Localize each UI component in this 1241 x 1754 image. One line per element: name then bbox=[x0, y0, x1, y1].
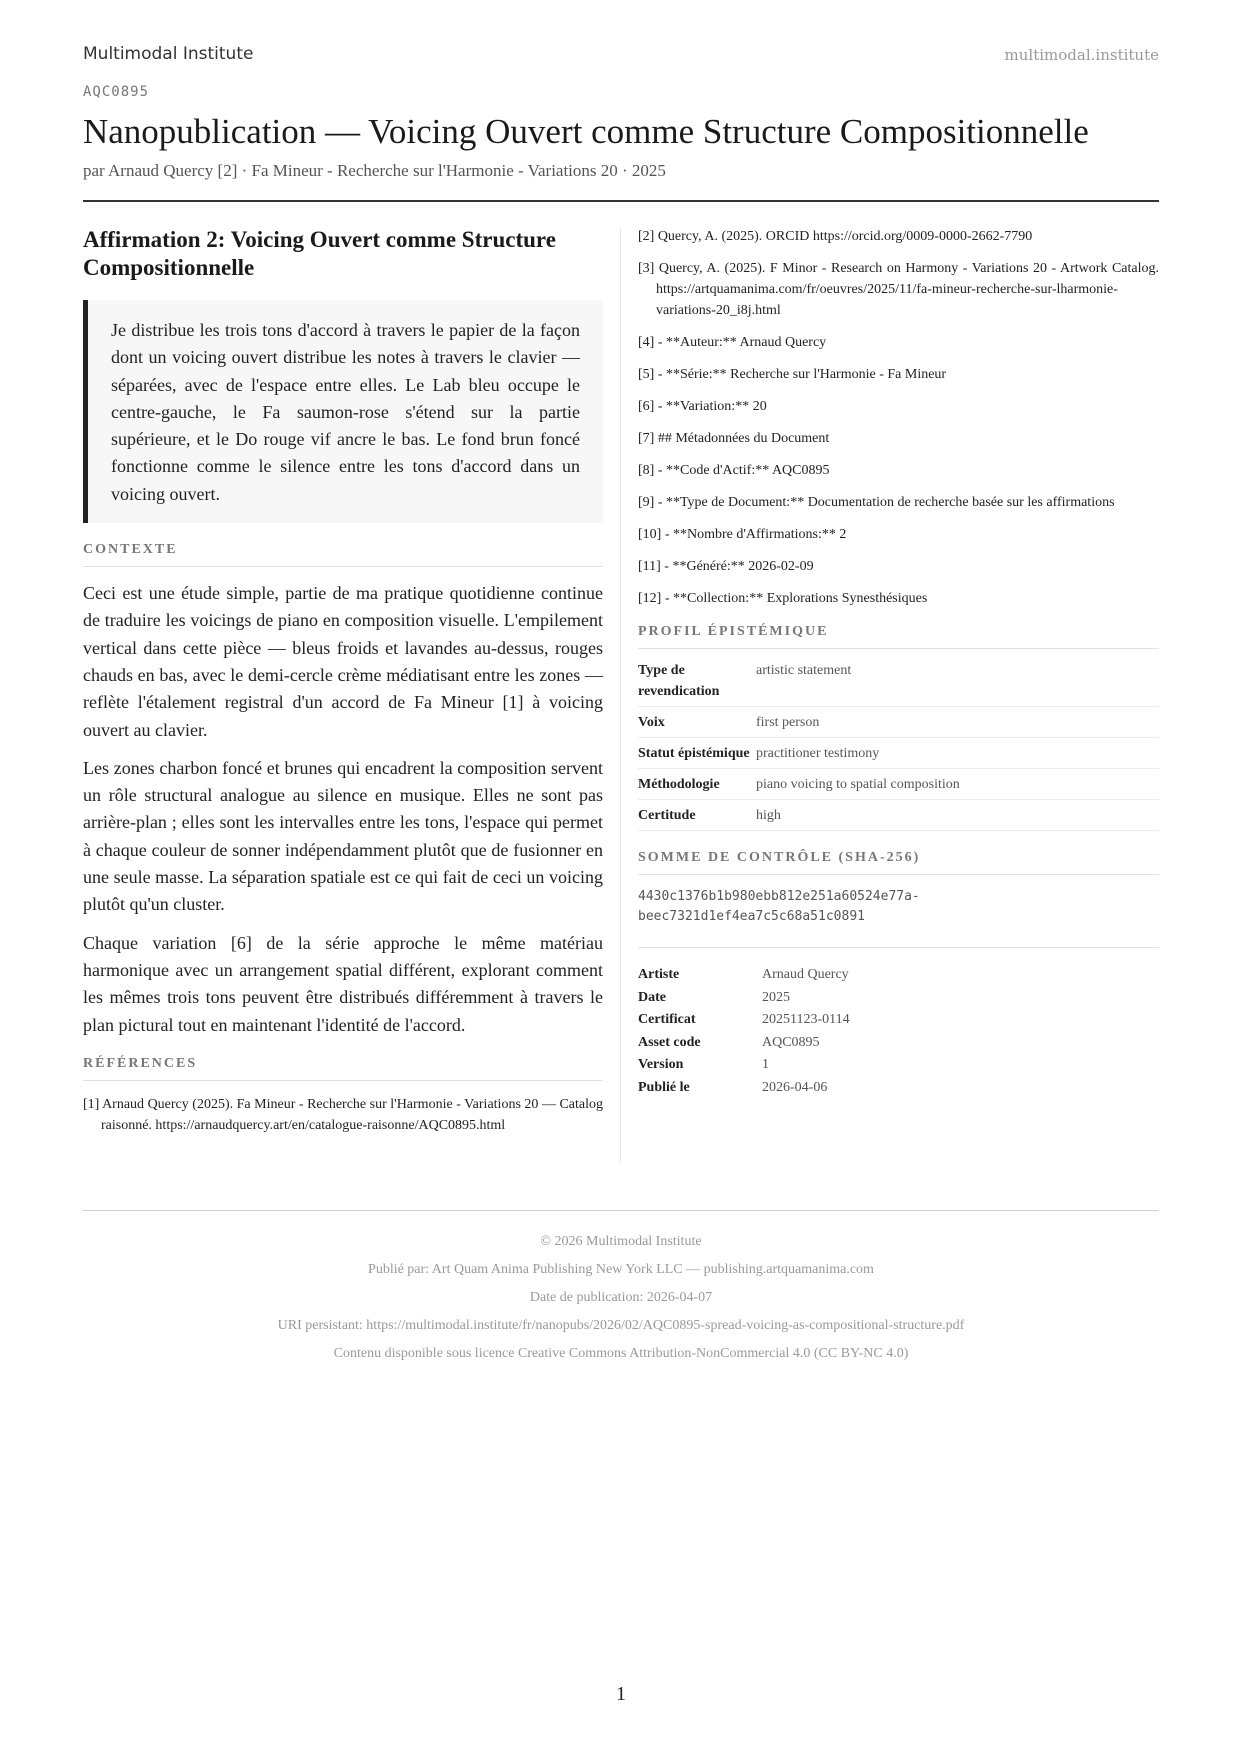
reference-item: [11] - **Généré:** 2026-02-09 bbox=[638, 559, 814, 574]
side-column bbox=[638, 226, 1159, 1099]
profile-value: practitioner testimony bbox=[756, 738, 1159, 769]
profile-value: high bbox=[756, 800, 1159, 831]
footer-publication-date: Date de publication: 2026-04-07 bbox=[529, 1290, 713, 1305]
checksum-value bbox=[638, 881, 1159, 948]
document-page bbox=[83, 0, 1159, 1754]
context-paragraph: Chaque variation [6] de la série approche le même matériau harmonique avec un arrangement spatial différent, explorant comment les mêmes trois tons peuvent être distribués différemment à travers le plan pictural tout en maintenant l'identité de l'accord. bbox=[83, 932, 603, 1035]
page-title: Nanopublication — Voicing Ouvert comme Structure Compositionnelle bbox=[83, 112, 1089, 151]
metadata-key: Certificat bbox=[638, 1012, 696, 1027]
references-label: RÉFÉRENCES bbox=[83, 1056, 603, 1081]
table-row bbox=[638, 1054, 1159, 1077]
checksum-label: SOMME DE CONTRÔLE (SHA-256) bbox=[638, 850, 1159, 875]
metadata-key: Asset code bbox=[638, 1034, 701, 1050]
byline: par Arnaud Quercy [2] · Fa Mineur - Recherche sur l'Harmonie - Variations 20 · 2025 bbox=[83, 161, 666, 180]
metadata-key: Version bbox=[638, 1057, 684, 1072]
footer-copyright: © 2026 Multimodal Institute bbox=[540, 1234, 702, 1249]
main-column bbox=[83, 226, 603, 1136]
checksum-line: beec7321d1ef4ea7c5c68a51c0891 bbox=[638, 909, 865, 924]
claim-heading: Affirmation 2: Voicing Ouvert comme Structure Compositionnelle bbox=[83, 227, 556, 280]
table-row bbox=[638, 738, 1159, 769]
profile-value: piano voicing to spatial composition bbox=[756, 769, 1159, 800]
reference-item: [12] - **Collection:** Explorations Synesthésiques bbox=[638, 591, 928, 606]
metadata-value: 1 bbox=[762, 1057, 769, 1072]
asset-id: AQC0895 bbox=[83, 84, 150, 100]
metadata-value: Arnaud Quercy bbox=[762, 967, 849, 982]
footer-divider bbox=[83, 1210, 1159, 1211]
reference-item: [10] - **Nombre d'Affirmations:** 2 bbox=[638, 527, 847, 542]
reference-item: [6] - **Variation:** 20 bbox=[638, 399, 767, 414]
reference-item: [7] ## Métadonnées du Document bbox=[638, 431, 830, 446]
table-row bbox=[638, 987, 1159, 1010]
metadata-value: 2025 bbox=[762, 989, 790, 1005]
footer bbox=[83, 1228, 1159, 1368]
profile-key: Type de revendication bbox=[638, 655, 756, 707]
table-row bbox=[638, 655, 1159, 707]
epistemic-profile-table bbox=[638, 655, 1159, 831]
context-paragraph: Les zones charbon foncé et brunes qui encadrent la composition servent un rôle structural analogue au silence en musique. Elles ne sont pas arrière-plan ; elles sont les intervalles entre les tons, l'espace qui permet à chaque couleur de sonner indépendamment plutôt que de fusionner en une seule masse. La séparation spatiale est ce qui fait de ceci un voicing plutôt qu'un cluster. bbox=[83, 757, 603, 915]
reference-item: [5] - **Série:** Recherche sur l'Harmonie - Fa Mineur bbox=[638, 367, 947, 382]
epistemic-profile-label: PROFIL ÉPISTÉMIQUE bbox=[638, 624, 1159, 649]
reference-item: [4] - **Auteur:** Arnaud Quercy bbox=[638, 335, 827, 350]
table-row bbox=[638, 769, 1159, 800]
column-divider bbox=[620, 228, 621, 1163]
profile-value: artistic statement bbox=[756, 655, 1159, 707]
metadata-key: Date bbox=[638, 989, 666, 1005]
metadata-value: 20251123-0114 bbox=[762, 1012, 850, 1027]
table-row bbox=[638, 800, 1159, 831]
footer-publisher: Publié par: Art Quam Anima Publishing New York LLC — publishing.artquamanima.com bbox=[368, 1262, 874, 1277]
metadata-value: 2026-04-06 bbox=[762, 1079, 828, 1095]
top-bar bbox=[83, 44, 1159, 68]
table-row bbox=[638, 1009, 1159, 1032]
header-divider bbox=[83, 200, 1159, 202]
footer-persistent-uri[interactable]: URI persistant: https://multimodal.institute/fr/nanopubs/2026/02/AQC0895-spread-voicing-as-compositional-structure.pdf bbox=[277, 1318, 965, 1333]
checksum-line: 4430c1376b1b980ebb812e251a60524e77a- bbox=[638, 889, 920, 904]
reference-item: [1] Arnaud Quercy (2025). Fa Mineur - Recherche sur l'Harmonie - Variations 20 — Catalog raisonné. https://arnaudquercy.art/en/catalogue-raisonne/AQC0895.html bbox=[83, 1096, 603, 1133]
table-row bbox=[638, 1032, 1159, 1055]
table-row bbox=[638, 707, 1159, 738]
table-row bbox=[638, 1077, 1159, 1100]
site-link[interactable]: multimodal.institute bbox=[1004, 46, 1159, 64]
reference-item: [3] Quercy, A. (2025). F Minor - Research on Harmony - Variations 20 - Artwork Catalog. https://artquamanima.com/fr/oeuvres/2025/11/fa-mineur-recherche-sur-lharmonie-variations-20_i8j.html bbox=[638, 261, 1159, 318]
context-paragraph: Ceci est une étude simple, partie de ma pratique quotidienne continue de traduire les voicings de piano en composition visuelle. L'empilement vertical dans cette pièce — bleus froids et lavandes au-dessus, rouges chauds en bas, avec le demi-cercle crème médiatisant entre les zones — reflète l'étalement registral d'un accord de Fa Mineur [1] à voicing ouvert au clavier. bbox=[83, 583, 603, 740]
table-row bbox=[638, 964, 1159, 987]
reference-item: [2] Quercy, A. (2025). ORCID https://orcid.org/0009-0000-2662-7790 bbox=[638, 229, 1033, 244]
profile-key: Certitude bbox=[638, 800, 756, 831]
profile-key: Voix bbox=[638, 707, 756, 738]
metadata-table bbox=[638, 964, 1159, 1099]
metadata-value: AQC0895 bbox=[762, 1034, 820, 1050]
reference-item: [9] - **Type de Document:** Documentation de recherche basée sur les affirmations bbox=[638, 495, 1115, 510]
metadata-key: Publié le bbox=[638, 1079, 690, 1095]
brand-name: Multimodal Institute bbox=[83, 44, 254, 64]
page-number: 1 bbox=[616, 1683, 626, 1705]
metadata-key: Artiste bbox=[638, 967, 680, 982]
profile-key: Statut épistémique bbox=[638, 738, 756, 769]
footer-license: Contenu disponible sous licence Creative Commons Attribution-NonCommercial 4.0 (CC BY-NC 4.0) bbox=[333, 1346, 909, 1361]
profile-value: first person bbox=[756, 707, 1159, 738]
reference-item: [8] - **Code d'Actif:** AQC0895 bbox=[638, 463, 830, 478]
claim-quote: Je distribue les trois tons d'accord à travers le papier de la façon dont un voicing ouvert distribue les notes à travers le clavier — séparées, avec de l'espace entre elles. Le Lab bleu occupe le centre-gauche, le Fa saumon-rose s'étend sur la partie supérieure, et le Do rouge vif ancre le bas. Le fond brun foncé fonctionne comme le silence entre les tons d'accord dans un voicing ouvert. bbox=[83, 300, 603, 523]
profile-key: Méthodologie bbox=[638, 769, 756, 800]
context-label: CONTEXTE bbox=[83, 542, 603, 567]
